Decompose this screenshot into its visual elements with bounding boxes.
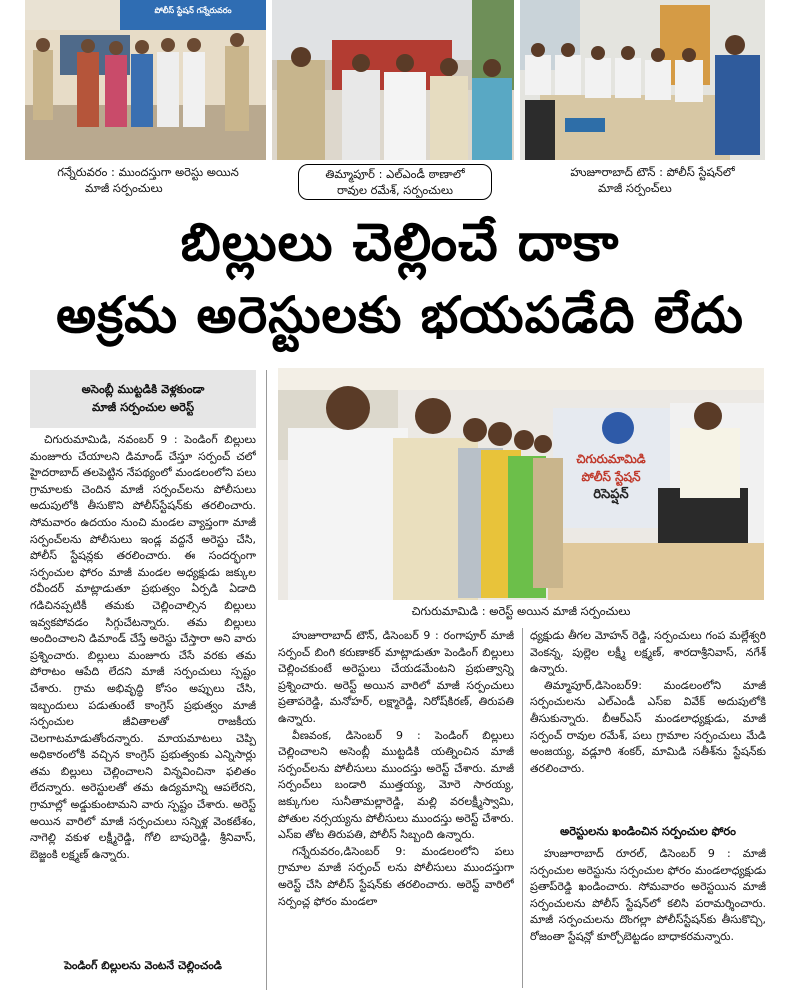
police-sign: పోలీస్ స్టేషన్ గన్నేరువరం — [154, 6, 232, 15]
station-sign-line3: రిసెప్షన్ — [593, 487, 629, 502]
photo1-caption — [30, 164, 266, 196]
photo-chigurumamidi — [278, 368, 764, 600]
column2-paragraph-3: గన్నేరువరం,డిసెంబర్ 9: మండలంలోని పలు గ్రామాల మాజీ సర్పంచ్ లను పోలీసులు ముందస్తుగా అరెస్ట్ చేసి పోలీస్ స్టేషన్‌కు తరలించారు. అరెస్ట్ వారిలో సర్పంచ్ల ఫోరం మండలా — [278, 844, 514, 908]
subhead-box — [30, 370, 256, 428]
photo-gannervaram — [25, 0, 266, 160]
photo2-caption-line1: తిమ్మాపూర్ : ఎల్ఎండీ ఠాణాలో — [325, 167, 465, 181]
article-column-3b — [530, 846, 766, 996]
photo-thimmapur-image — [272, 0, 514, 160]
photo3-caption-line2: మాజీ సర్పంచ్‌లు — [598, 181, 672, 195]
column3-section-heading: అరెస్టులను ఖండించిన సర్పంచుల ఫోరం — [560, 824, 736, 838]
photo3-caption-line1: హుజూరాబాద్ టౌన్ : పోలీస్ స్టేషన్‌లో — [570, 165, 735, 179]
station-sign-line2: పోలీస్ స్టేషన్ — [581, 470, 641, 484]
photo1-caption-line1: గన్నేరువరం : ముందస్తుగా అరెస్టు అయిన — [57, 165, 239, 179]
photo-huzurabad-image — [520, 0, 765, 160]
headline-line2: అక్రమ అరెస్టులకు భయపడేది లేదు — [56, 286, 744, 344]
column2-paragraph-2: వీణవంక, డిసెంబర్ 9 : పెండింగ్ బిల్లులు చెల్లించాలని అసెంబ్లీ ముట్టడికి యత్నించిన మాజీ సర్పంచ్‌లను పోలీసులు ముందస్తు అరెస్ట్ చేశారు. మాజీ సర్పంచ్‌లు బండారి ముత్తయ్య, మోరె సారయ్య, జక్కుగుల సునీతామల్లారెడ్డి, మల్లి వరలక్ష్మీస్వామి, పోతుల నర్సయ్యను పోలీసులు ముందస్తు అరెస్ట్ చేశారు. ఎస్ఐ తోట తిరుపతి, పోలీస్ సిబ్బంది ఉన్నారు. — [278, 728, 514, 842]
column1-tail — [30, 958, 256, 975]
column3-paragraph-3: హుజూరాబాద్ రూరల్, డిసెంబర్ 9 : మాజీ సర్పంచుల అరెస్టును సర్పంచుల ఫోరం మండలాధ్యక్షుడు ప్రతాప్‌రెడ్డి ఖండించారు. సోమవారం అరెస్టయిన మాజీ సర్పంచులను పోలీస్ స్టేషన్‌లో కలిసి పరామర్శించారు. మాజీ సర్పంచులను దొంగల్లా పోలీస్‌స్టేషన్‌కు తీసుకొచ్చి, రోజంతా స్టేషన్లో కూర్చోబెట్టడం బాధాకరమన్నారు. — [530, 847, 766, 943]
photo-thimmapur — [272, 0, 514, 160]
column1-paragraph-1: చిగురుమామిడి, నవంబర్ 9 : పెండింగ్ బిల్లులు మంజూరు చేయాలని డిమాండ్ చేస్తూ సర్పంచ్ చలో హైదరాబాద్ తలపెట్టిన నేపథ్యంలో మండలంలోని పలు గ్రామాలకు చెందిన మాజీ సర్పంచ్‌లను పోలీసులు అదుపులోకి తీసుకొని పోలీస్‌స్టేషన్‌కు తరలించారు. సోమవారం ఉదయం నుంచి మండల వ్యాప్తంగా మాజీ సర్పంచ్‌లను పోలీసులు ఇండ్ల వద్దనే అరెస్టు చేసి, పోలీస్ స్టేషన్లకు తరలించారు. ఈ సందర్భంగా సర్పంచుల ఫోరం మాజీ మండల అధ్యక్షుడు జక్కుల రవీందర్ మాట్లాడుతూ ప్రభుత్వం ఏర్పడి ఏడాది గడిచినప్పటికీ తమకు చెల్లించాల్సిన బిల్లులు ఇవ్వకపోవడం సిగ్గుచేటన్నారు. తమ బిల్లులు అందించాలని డిమాండ్ చేస్తే అరెస్టు చేస్తారా అని వారు ప్రశ్నించారు. బిల్లులు మంజూరు చేసే వరకు తమ పోరాటం ఆపేది లేదని మాజీ సర్పంచులు స్పష్టం చేశారు. గ్రామ అభివృద్ధి కోసం అప్పులు చేసి, ఇబ్బందులు పడుతుంటే కాంగ్రెస్ ప్రభుత్వం మాజీ సర్పంచుల జీవితాలతో రాజకీయ చెలగాటమాడుతోందన్నారు. మాయమాటలు చెప్పి అధికారంలోకి వచ్చిన కాంగ్రెస్ ప్రభుత్వంకు ఎన్నిసార్లు తమ బిల్లులు చెల్లించాలని విన్నవించినా ఫలితం లేదన్నారు. అరెస్టులతో తమ ఉద్యమాన్ని ఆపలేరని, గ్రామాల్లో అడ్డుకుంటామని వారు స్పష్టం చేశారు. అరెస్ట్ అయిన వారిలో మాజీ సర్పంచులు సన్నిళ్ల వెంకటేశం, నాగెల్లి వకుళ లక్ష్మీరెడ్డి, గోలి బాపురెడ్డి, శ్రీనివాస్, బెజ్జంకి లక్ష్మణ్ ఉన్నారు. — [30, 433, 256, 861]
column3-paragraph-2: తిమ్మాపూర్,డిసెంబర్9: మండలంలోని మాజీ సర్పంచులను ఎల్ఎండీ ఎస్ఐ వివేక్ అదుపులోకి తీసుకున్నారు. బీఆర్ఎస్ మండలాధ్యక్షుడు, మాజీ సర్పంచ్ రావుల రమేశ్, పలు గ్రామాల సర్పంచులు మేడి అంజయ్య, వడ్లూరి శంకర్, మామిడి సతీశ్‌ను స్టేషన్‌కు తరలించారు. — [530, 678, 766, 775]
photo1-caption-line2: మాజీ సర్పంచులు — [85, 181, 163, 195]
photo2-caption-line2: రావుల రమేశ్, సర్పంచులు — [336, 183, 454, 197]
subhead-line1: అసెంబ్లీ ముట్టడికి వెళ్లకుండా — [81, 382, 205, 396]
column2-paragraph-1: హుజూరాబాద్ టౌన్, డిసెంబర్ 9 : రంగాపూర్ మాజీ సర్పంచ్ బింగి కరుణాకర్ మాట్లాడుతూ పెండింగ్ బిల్లులు చెల్లించకుంటే అరెస్టులు చేయడమేంటని ప్రభుత్వాన్ని ప్రశ్నించారు. అరెస్ట్ అయిన వారిలో మాజీ సర్పంచులు ప్రతాపరెడ్డి, మనోహర్, లక్ష్మారెడ్డి, నిరోష్‌కిరణ్, తిరుపతి ఉన్నారు. — [278, 629, 514, 725]
column-divider-2 — [522, 628, 523, 988]
column-divider-1 — [266, 370, 267, 990]
column3-paragraph-1: ధ్యక్షుడు తీగల మోహన్ రెడ్డి, సర్పంచులు గంప మల్లేశ్వరి వెంకన్న, పుల్లెల లక్ష్మీ లక్ష్మణ్, శారదాశ్రీనివాస్, నగేశ్ ఉన్నారు. — [530, 629, 766, 676]
photo3-caption — [540, 164, 765, 196]
station-sign-line1: చిగురుమామిడి — [576, 452, 646, 466]
column1-tail-text: పెండింగ్ బిల్లులను వెంటనే చెల్లించండి — [64, 959, 222, 972]
subhead-line2: మాజీ సర్పంచుల అరెస్ట్ — [91, 400, 195, 414]
article-column-1 — [30, 432, 256, 952]
photo-gannervaram-image — [25, 0, 266, 160]
main-photo-caption: చిగురుమామిడి : అరెస్ట్ అయిన మాజీ సర్పంచులు — [278, 603, 764, 619]
headline-line1: బిల్లులు చెల్లించే దాకా — [180, 213, 620, 273]
station-sign — [556, 450, 666, 504]
photo-chigurumamidi-image — [278, 368, 764, 600]
photo-huzurabad — [520, 0, 765, 160]
photo2-caption — [298, 164, 492, 200]
article-column-2 — [278, 628, 514, 996]
article-column-3 — [530, 628, 766, 818]
